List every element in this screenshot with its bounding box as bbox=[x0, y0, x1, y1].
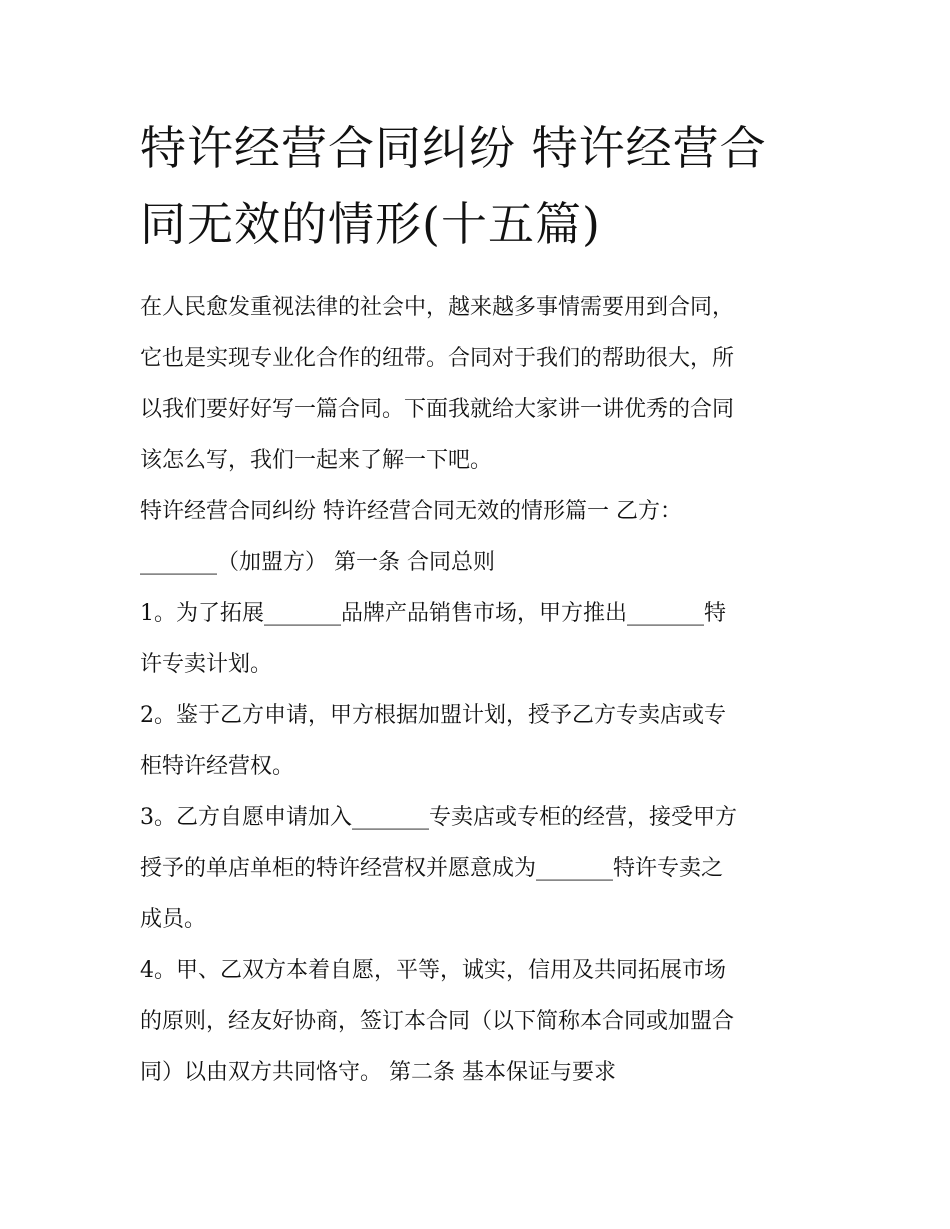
body-line: 以我们要好好写一篇合同。下面我就给大家讲一讲优秀的合同 bbox=[140, 397, 735, 422]
body-line: 特许经营合同纠纷 特许经营合同无效的情形篇一 乙方： bbox=[140, 499, 682, 524]
document-body bbox=[140, 282, 820, 1098]
document-page bbox=[140, 110, 820, 1098]
body-line: 在人民愈发重视法律的社会中，越来越多事情需要用到合同， bbox=[140, 295, 735, 320]
body-line: 1。为了拓展_______品牌产品销售市场，甲方推出_______特 bbox=[140, 601, 726, 626]
body-line: 成员。 bbox=[140, 907, 207, 932]
body-line: 它也是实现专业化合作的纽带。合同对于我们的帮助很大，所 bbox=[140, 346, 735, 371]
document-title bbox=[140, 110, 820, 262]
body-line: 2。鉴于乙方申请，甲方根据加盟计划，授予乙方专卖店或专 bbox=[140, 703, 726, 728]
body-line: 3。乙方自愿申请加入_______专卖店或专柜的经营，接受甲方 bbox=[140, 805, 737, 830]
body-line: 该怎么写，我们一起来了解一下吧。 bbox=[140, 448, 493, 473]
title-line-2: 同无效的情形(十五篇) bbox=[140, 197, 601, 251]
body-line: 的原则，经友好协商，签订本合同（以下简称本合同或加盟合 bbox=[140, 1009, 735, 1034]
body-line: 授予的单店单柜的特许经营权并愿意成为_______特许专卖之 bbox=[140, 856, 724, 881]
body-line: 同）以由双方共同恪守。 第二条 基本保证与要求 bbox=[140, 1060, 616, 1085]
body-line: _______（加盟方） 第一条 合同总则 bbox=[140, 550, 495, 575]
body-line: 柜特许经营权。 bbox=[140, 754, 295, 779]
body-line: 许专卖计划。 bbox=[140, 652, 273, 677]
body-line: 4。甲、乙双方本着自愿，平等，诚实，信用及共同拓展市场 bbox=[140, 958, 726, 983]
title-line-1: 特许经营合同纠纷 特许经营合 bbox=[140, 121, 767, 175]
